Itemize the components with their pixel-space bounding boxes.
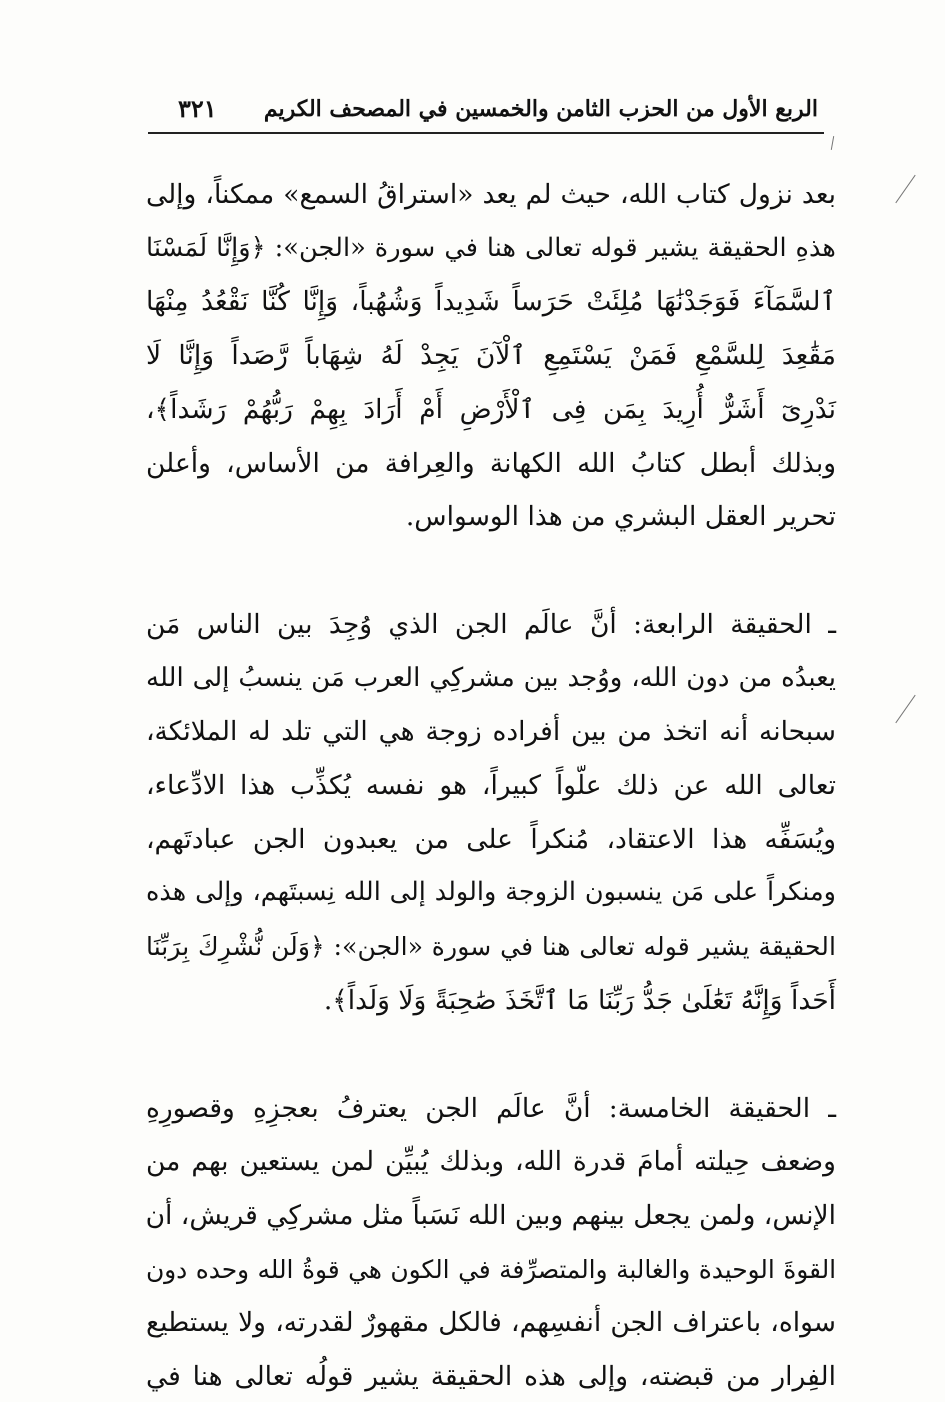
quran-verse-line: مَقَٰعِدَ لِلسَّمْعِ فَمَنْ يَسْتَمِعِ ٱلْآنَ يَجِدْ لَهُ شِهَاباً رَّصَداً وَإِنَّا لَا [146,340,836,372]
text-line: ومنكراً على مَن ينسبون الزوجة والولد إلى الله نِسبتَهم، وإلى هذه [146,877,836,908]
text-line: الحقيقة يشير قوله تعالى هنا في سورة «الجن»: ﴿وَلَن نُّشْرِكَ بِرَبِّنَا [146,932,836,962]
quran-verse-line: نَدْرِىٓ أَشَرٌّ أُرِيدَ بِمَن فِى ٱلْأَرْضِ أَمْ أَرَادَ بِهِمْ رَبُّهُمْ رَشَداً﴾، [146,393,836,425]
text-line: ويُسَفِّه هذا الاعتقاد، مُنكراً على من يعبدون الجن عبادتَهم، [146,823,836,855]
body-text [146,168,836,1404]
text-line: تعالى الله عن ذلك علّواً كبيراً، هو نفسه يُكذِّب هذا الادِّعاء، [146,770,836,802]
text-line: ـ الحقيقة الخامسة: أنَّ عالَم الجن يعترفُ بعجزِهِ وقصورِهِ [146,1092,836,1124]
text-line: يعبدُه من دون الله، ووُجد بين مشركِي العرب مَن ينسبُ إلى الله [146,662,836,693]
margin-pencil-mark [831,136,834,150]
text-line: تحرير العقل البشري من هذا الوسواس. [405,501,836,533]
paragraph-1 [146,168,836,544]
text-line: ـ الحقيقة الرابعة: أنَّ عالَم الجن الذي وُجِدَ بين الناس مَن [146,608,836,640]
text-line: هذهِ الحقيقة يشير قوله تعالى هنا في سورة «الجن»: ﴿وَإِنَّا لَمَسْنَا [146,232,836,263]
text-line: سواه، باعتراف الجن أنفسِهم، فالكل مقهورٌ لقدرته، ولا يستطيع [146,1307,836,1339]
quran-verse-line: أَحَداً وَإِنَّهُ تَعَٰلَىٰ جَدُّ رَبِّنَا مَا ٱتَّخَذَ صَٰحِبَةً وَلَا وَلَداً﴾. [323,984,836,1016]
paragraph-2 [146,598,836,1028]
paragraph-3 [146,1082,836,1404]
page-number: ٣٢١ [178,94,217,123]
text-line: الإنس، ولمن يجعل بينهم وبين الله نَسَباً مثل مشركِي قريش، أن [145,1199,836,1231]
running-title: الربع الأول من الحزب الثامن والخمسين في المصحف الكريم [263,96,818,122]
text-line: سبحانه أنه اتخذ من بين أفراده زوجة هي التي تلد له الملائكة، [146,716,836,748]
text-line: بعد نزول كتاب الله، حيث لم يعد «استراقُ السمع» ممكناً، وإلى [146,179,836,210]
header-rule [148,132,824,134]
margin-pencil-mark [895,695,915,723]
text-line: وضعف حِيلته أمامَ قدرة الله، وبذلك يُبيِّن لمن يستعين بهم من [146,1146,836,1178]
margin-pencil-mark [895,175,915,203]
quran-verse-line: ٱلسَّمَآءَ فَوَجَدْنَٰهَا مُلِئَتْ حَرَساً شَدِيداً وَشُهُباً، وَإِنَّا كُنَّا نَقْعُدُ مِنْهَا [146,286,836,318]
text-line: الفِرار من قبضته، وإلى هذه الحقيقة يشير قولُه تعالى هنا في [146,1361,836,1393]
text-line: القوةَ الوحيدة والغالبة والمتصرِّفة في الكون هي قوةُ الله وحده دون [146,1254,836,1284]
page-header [148,92,824,130]
text-line: وبذلك أبطل كتابُ الله الكهانة والعِرافة من الأساس، وأعلن [146,447,836,479]
